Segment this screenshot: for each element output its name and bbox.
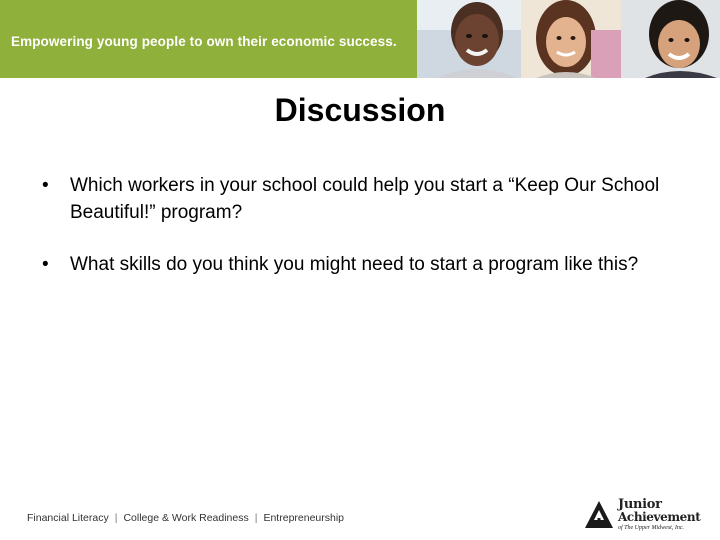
footer-program-links <box>27 512 344 524</box>
ja-logo-line3: of The Upper Midwest, Inc. <box>618 525 684 531</box>
bullet-item <box>42 172 682 226</box>
footer-link-college-work-readiness: College & Work Readiness <box>123 512 249 524</box>
header-tagline: Empowering young people to own their economic success. <box>11 34 397 49</box>
bullet-list <box>42 172 682 303</box>
smiling-teen-photo <box>621 0 720 78</box>
footer-separator: | <box>114 512 118 524</box>
ja-logo-line1: Junior <box>618 497 662 512</box>
slide-title <box>0 92 720 129</box>
ja-triangle-icon <box>584 500 614 530</box>
smiling-girl-photo <box>521 0 621 78</box>
bullet-item <box>42 251 682 278</box>
slide-title-text: Discussion <box>274 92 446 128</box>
header-banner <box>0 0 720 78</box>
footer-link-entrepreneurship: Entrepreneurship <box>263 512 345 524</box>
bullet-text: Which workers in your school could help you start a “Keep Our School Beautiful!” program? <box>70 175 660 223</box>
bullet-marker: • <box>42 254 49 275</box>
smiling-boy-photo <box>417 0 521 78</box>
footer-link-financial-literacy: Financial Literacy <box>27 512 109 524</box>
footer-separator: | <box>254 512 258 524</box>
junior-achievement-logo <box>584 496 701 536</box>
bullet-marker: • <box>42 175 49 196</box>
ja-logo-line2: Achievement <box>618 510 701 524</box>
header-photo-strip <box>417 0 720 78</box>
ja-logo-wordmark <box>618 498 700 532</box>
bullet-text: What skills do you think you might need to start a program like this? <box>70 254 639 275</box>
